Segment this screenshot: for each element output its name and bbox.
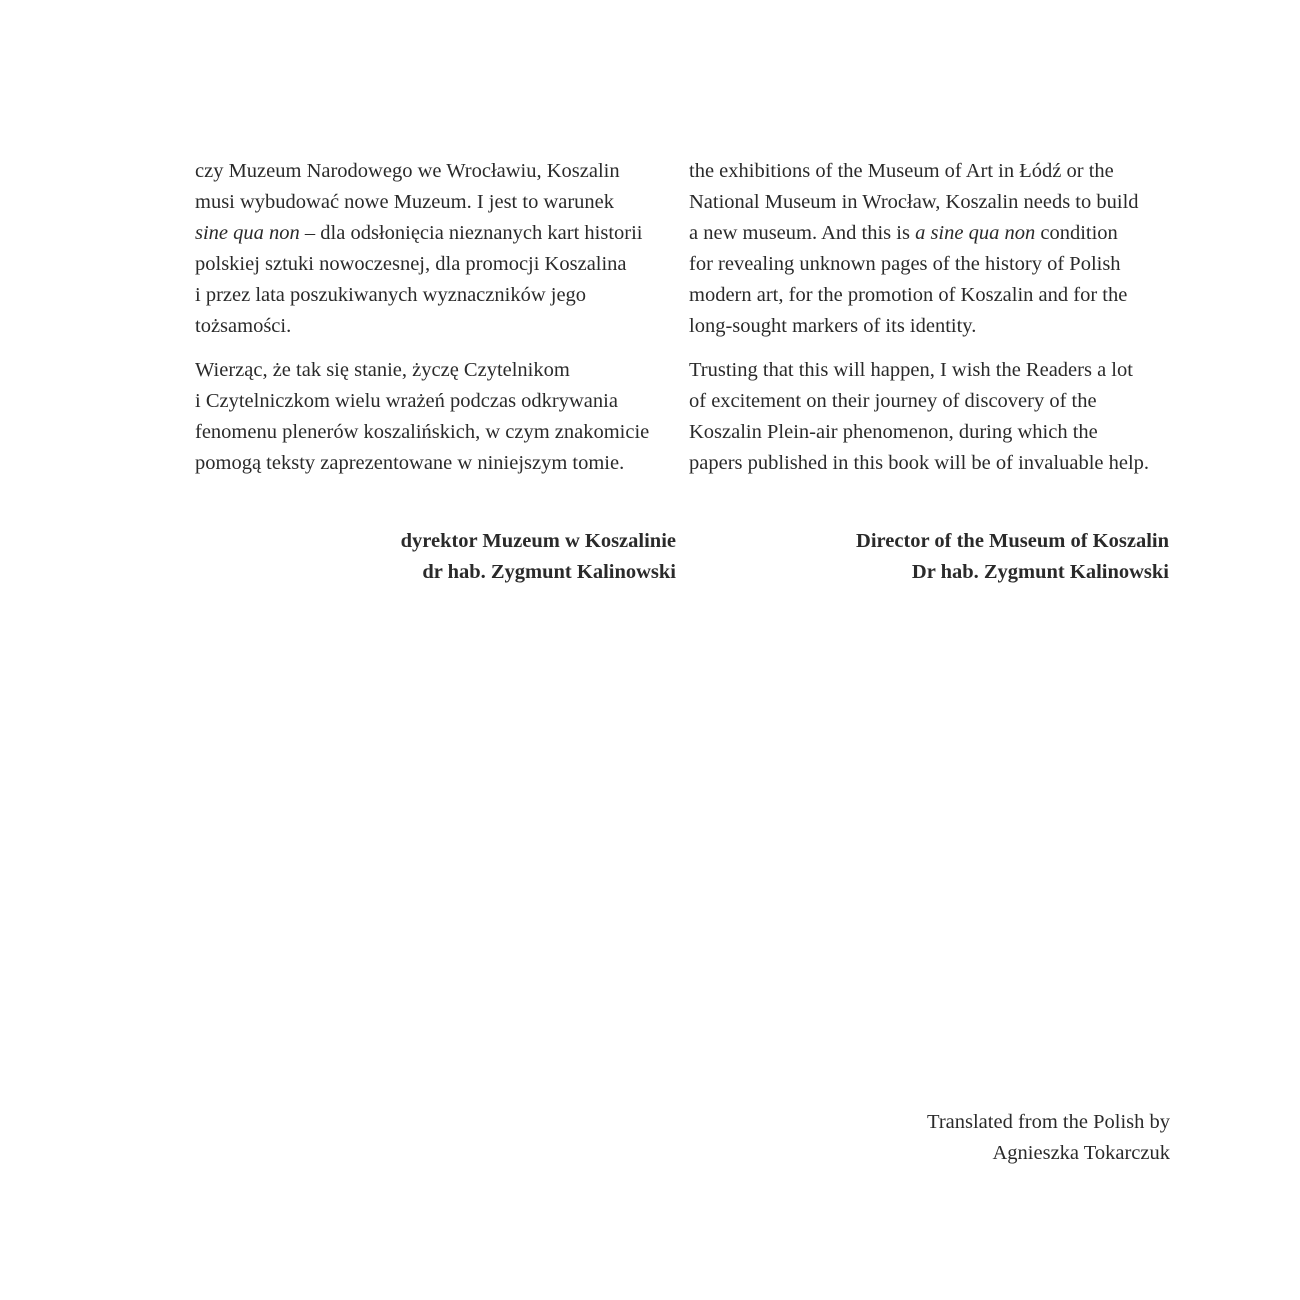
text-line: i przez lata poszukiwanych wyznaczników jego (195, 284, 587, 306)
translation-credit (927, 1107, 1170, 1169)
text-line: i Czytelniczkom wielu wrażeń podczas odkrywania (195, 390, 618, 412)
text-line: Wierząc, że tak się stanie, życzę Czytelnikom (195, 359, 570, 381)
text-line: for revealing unknown pages of the history of Polish (689, 253, 1121, 275)
text-line: Trusting that this will happen, I wish the Readers a lot (689, 359, 1133, 381)
text-line: polskiej sztuki nowoczesnej, dla promocji Koszalina (195, 253, 627, 275)
text-fragment: – dla odsłonięcia nieznanych kart historii (299, 222, 643, 244)
italic-phrase: a sine qua non (915, 222, 1036, 244)
text-line: National Museum in Wrocław, Koszalin needs to build (689, 191, 1139, 213)
signature-name: Dr hab. Zygmunt Kalinowski (911, 561, 1169, 583)
text-line: Koszalin Plein-air phenomenon, during which the (689, 421, 1098, 443)
text-line: musi wybudować nowe Muzeum. I jest to warunek (195, 191, 615, 213)
polish-signature (195, 526, 680, 588)
signature-role: dyrektor Muzeum w Koszalinie (400, 530, 676, 552)
english-column (689, 156, 1174, 588)
polish-paragraph-2 (195, 355, 680, 479)
text-line: tożsamości. (195, 315, 292, 337)
text-line: the exhibitions of the Museum of Art in Łódź or the (689, 160, 1114, 182)
text-line: papers published in this book will be of invaluable help. (689, 452, 1150, 474)
text-fragment: condition (1035, 222, 1118, 244)
text-fragment: a new museum. And this is (689, 222, 916, 244)
signature-role: Director of the Museum of Koszalin (856, 530, 1169, 552)
text-line (689, 218, 1174, 249)
translator-name: Agnieszka Tokarczuk (992, 1142, 1170, 1164)
text-line: modern art, for the promotion of Koszalin and for the (689, 284, 1128, 306)
signature-name: dr hab. Zygmunt Kalinowski (422, 561, 676, 583)
polish-paragraph-1 (195, 156, 680, 342)
text-line (195, 218, 680, 249)
english-paragraph-1 (689, 156, 1174, 342)
english-signature (689, 526, 1174, 588)
text-line: of excitement on their journey of discovery of the (689, 390, 1097, 412)
polish-column (195, 156, 680, 588)
text-line: czy Muzeum Narodowego we Wrocławiu, Koszalin (195, 160, 620, 182)
translation-credit-line: Translated from the Polish by (927, 1111, 1170, 1133)
text-line: long-sought markers of its identity. (689, 315, 977, 337)
text-line: fenomenu plenerów koszalińskich, w czym znakomicie (195, 421, 650, 443)
text-line: pomogą teksty zaprezentowane w niniejszym tomie. (195, 452, 625, 474)
english-paragraph-2 (689, 355, 1174, 479)
italic-phrase: sine qua non (195, 222, 300, 244)
